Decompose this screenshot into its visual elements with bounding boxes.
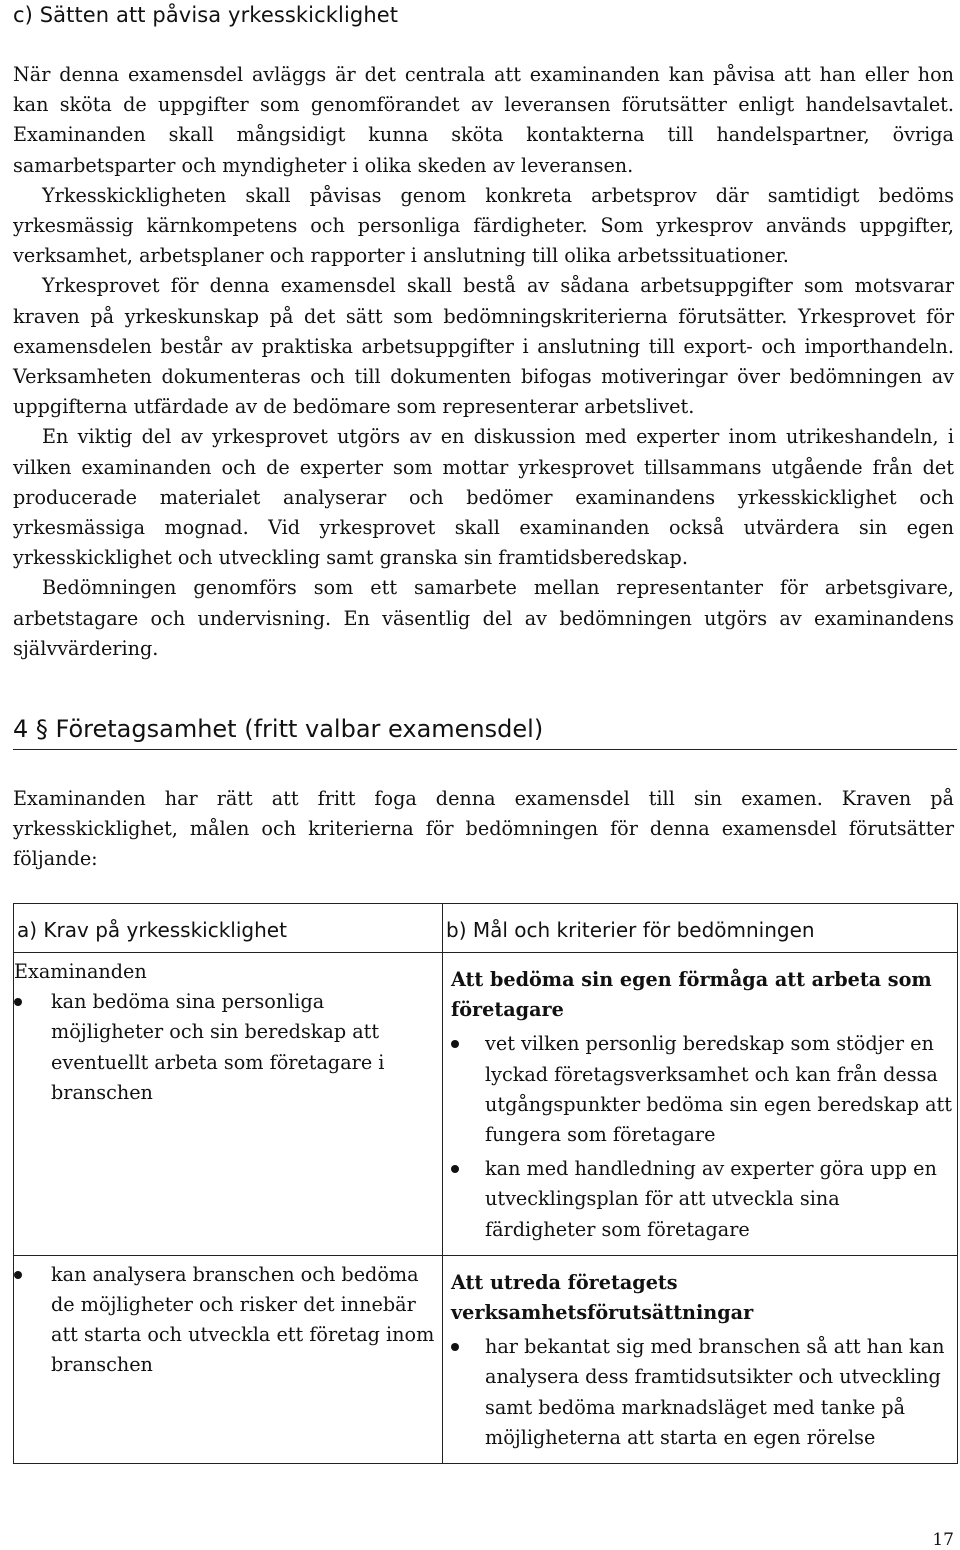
list-item: kan analysera branschen och bedöma de möjligheter och risker det innebär att starta och utveckla ett företag inom branschen [14,1260,438,1381]
bullet-list [451,1332,953,1453]
criteria-table [13,903,958,1464]
paragraph: Examinanden har rätt att fritt foga denna examensdel till sin examen. Kraven på yrkesskicklighet, målen och kriterierna för bedömningen för denna examensdel förutsätter följande: [13,787,954,871]
bullet-icon [14,1271,22,1279]
cell-subheading: Att bedöma sin egen förmåga att arbeta som företagare [451,968,932,1022]
table-cell [14,953,443,1256]
section-c-heading: c) Sätten att påvisa yrkesskicklighet [13,3,399,27]
col-b-header: b) Mål och kriterier för bedömningen [446,918,815,942]
table-cell [443,953,958,1256]
table-header-row [14,904,958,953]
paragraph: Yrkesskickligheten skall påvisas genom konkreta arbetsprov där samtidigt bedöms yrkesmässig kärnkompetens och personliga färdigheter. Som yrkesprov används uppgifter, verksamhet, arbetsplaner och rapporter i anslutning till olika arbetssituationer. [13,183,954,268]
section-4-heading: 4 § Företagsamhet (fritt valbar examensdel) [13,715,957,750]
paragraph: När denna examensdel avläggs är det centrala att examinanden kan påvisa att han eller hon kan sköta de uppgifter som genomförandet av leveransen förutsätter enligt handelsavtalet. Examinanden skall mångsidigt kunna sköta kontakterna till handelspartner, övriga samarbetsparter och myndigheter i olika skeden av leveransen. [13,63,954,177]
bullet-list [14,1260,438,1381]
section-4-intro [13,784,954,875]
table-cell [443,1255,958,1463]
bullet-list [451,1029,953,1244]
bullet-icon [14,998,22,1006]
cell-lead: Examinanden [14,960,147,983]
page-number: 17 [932,1530,954,1550]
table-row [14,1255,958,1463]
list-item: kan bedöma sina personliga möjligheter och sin beredskap att eventuellt arbeta som företagare i branschen [14,987,438,1108]
bullet-icon [451,1343,459,1351]
col-a-header: a) Krav på yrkesskicklighet [17,918,287,942]
table-cell [14,1255,443,1463]
section-c-body [13,60,954,664]
list-item: kan med handledning av experter göra upp en utvecklingsplan för att utveckla sina färdigheter som företagare [451,1154,953,1245]
bullet-icon [451,1165,459,1173]
table-header-cell [14,904,443,953]
bullet-icon [451,1040,459,1048]
bullet-list [14,987,438,1108]
cell-subheading: Att utreda företagets verksamhetsförutsättningar [451,1270,754,1325]
list-item: vet vilken personlig beredskap som stödjer en lyckad företagsverksamhet och kan från dessa utgångspunkter bedöma sin egen beredskap att fungera som företagare [451,1029,953,1150]
table-header-cell [443,904,958,953]
table-row [14,953,958,1256]
paragraph: Yrkesprovet för denna examensdel skall bestå av sådana arbetsuppgifter som motsvarar kraven på yrkeskunskap på det sätt som bedömningskriterierna förutsätter. Yrkesprovet för examensdelen består av praktiska arbetsuppgifter i anslutning till export- och importhandeln. Verksamheten dokumenteras och till dokumenten bifogas motiveringar över bedömningen av uppgifterna utfärdade av de bedömare som representerar arbetslivet. [13,274,954,419]
paragraph: En viktig del av yrkesprovet utgörs av en diskussion med experter inom utrikeshandeln, i vilken examinanden och de experter som mottar yrkesprovet tillsammans utgående från det producerade materialet analyserar och bedömer examinandens yrkesskicklighet och yrkesmässiga mognad. Vid yrkesprovet skall examinanden också utvärdera sin egen yrkesskicklighet och utveckling samt granska sin framtidsberedskap. [13,425,954,570]
list-item: har bekantat sig med branschen så att han kan analysera dess framtidsutsikter och utveckling samt bedöma marknadsläget med tanke på möjligheterna att starta en egen rörelse [451,1332,953,1453]
paragraph: Bedömningen genomförs som ett samarbete mellan representanter för arbetsgivare, arbetstagare och undervisning. En väsentlig del av bedömningen utgörs av examinandens självvärdering. [13,576,954,660]
